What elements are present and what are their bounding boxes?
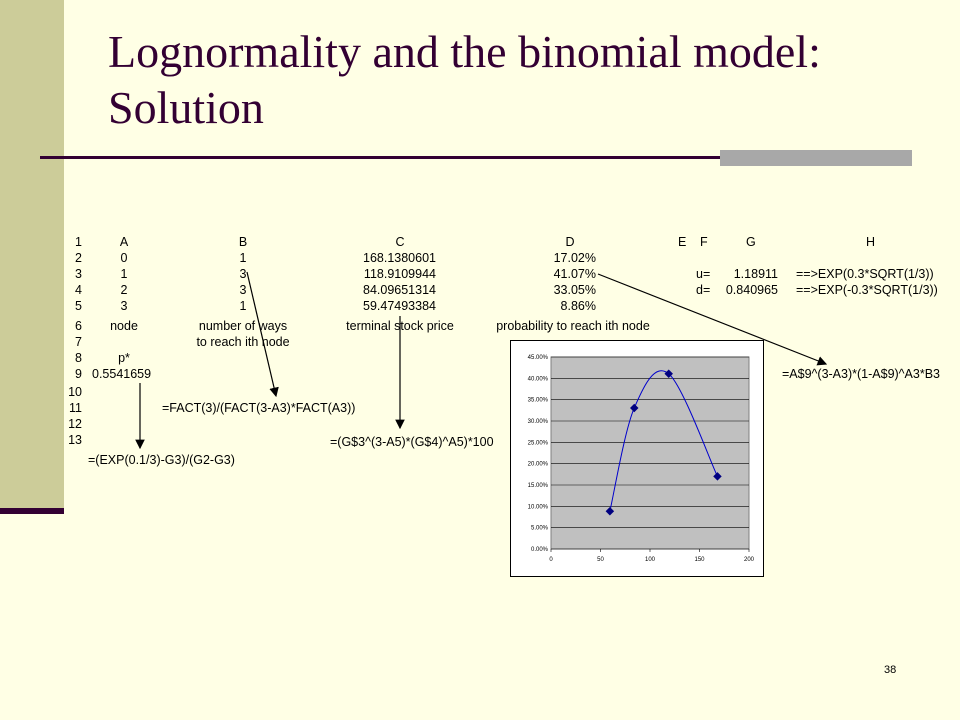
- col-C-cell: 168.1380601: [363, 251, 436, 265]
- col-A-cell: 3: [120, 299, 128, 313]
- x-tick-label: 150: [694, 557, 705, 563]
- col-C-cell: 84.09651314: [363, 283, 436, 297]
- row-number: 10: [68, 385, 82, 399]
- x-tick-label: 200: [743, 557, 755, 563]
- col-B-label: to reach ith node: [196, 335, 290, 349]
- row-number: 9: [75, 367, 82, 381]
- col-D-header: D: [565, 235, 575, 249]
- col-A-cell: 0: [120, 251, 128, 265]
- col-E-header: E: [678, 235, 687, 249]
- probability-chart: [510, 340, 764, 577]
- prob-formula: =A$9^(3-A3)*(1-A$9)^A3*B3: [782, 367, 940, 381]
- y-tick-label: 20.00%: [527, 461, 548, 468]
- col-D-cell: 17.02%: [553, 251, 596, 265]
- x-tick-label: 50: [597, 557, 604, 563]
- chart-svg: [511, 341, 763, 576]
- row-number: 1: [75, 235, 82, 249]
- d-value: 0.840965: [725, 283, 778, 297]
- col-F-header: F: [700, 235, 708, 249]
- y-tick-label: 45.00%: [527, 355, 548, 361]
- row-number: 12: [68, 417, 82, 431]
- col-A-header: A: [119, 235, 129, 249]
- row-number: 5: [75, 299, 82, 313]
- page-number: 38: [884, 664, 897, 676]
- col-B-cell: 1: [239, 299, 247, 313]
- x-tick-label: 0: [549, 557, 553, 563]
- y-tick-label: 30.00%: [527, 419, 548, 425]
- row-number: 13: [68, 433, 82, 447]
- col-C-label: terminal stock price: [346, 319, 454, 333]
- col-H-header: H: [866, 235, 876, 249]
- col-D-cell: 33.05%: [553, 283, 596, 297]
- col-C-cell: 118.9109944: [363, 267, 436, 281]
- u-formula: ==>EXP(0.3*SQRT(1/3)): [796, 267, 934, 281]
- y-tick-label: 15.00%: [527, 483, 548, 489]
- pstar-value: 0.5541659: [92, 367, 152, 381]
- row-number: 11: [69, 401, 82, 415]
- col-B-cell: 3: [239, 283, 247, 297]
- row-number: 6: [75, 319, 82, 333]
- d-formula: ==>EXP(-0.3*SQRT(1/3)): [796, 283, 938, 297]
- price-formula: =(G$3^(3-A5)*(G$4)^A5)*100: [330, 435, 494, 449]
- col-A-cell: 2: [120, 283, 128, 297]
- y-tick-label: 35.00%: [527, 397, 548, 404]
- col-G-header: G: [746, 235, 756, 249]
- col-B-label: number of ways: [198, 319, 288, 333]
- col-B-cell: 3: [239, 267, 247, 281]
- y-tick-label: 10.00%: [527, 504, 548, 511]
- row-number: 2: [75, 251, 82, 265]
- y-tick-label: 5.00%: [530, 525, 548, 532]
- y-tick-label: 0.00%: [530, 547, 548, 553]
- u-value: 1.18911: [733, 267, 778, 281]
- col-D-cell: 41.07%: [553, 267, 596, 281]
- d-label: d=: [696, 283, 711, 297]
- col-A-cell: 1: [120, 267, 128, 281]
- row-number: 7: [75, 335, 82, 349]
- col-A-label: node: [110, 319, 138, 333]
- col-D-cell: 8.86%: [560, 299, 596, 313]
- slide-title: Lognormality and the binomial model: Solution: [108, 26, 821, 133]
- arrow-ways: [247, 272, 276, 396]
- x-tick-label: 100: [644, 557, 656, 563]
- row-number: 4: [75, 283, 82, 297]
- y-tick-label: 25.00%: [527, 440, 548, 447]
- col-C-cell: 59.47493384: [363, 299, 436, 313]
- col-C-header: C: [395, 235, 405, 249]
- u-label: u=: [696, 267, 711, 281]
- ways-formula: =FACT(3)/(FACT(3-A3)*FACT(A3)): [162, 401, 356, 415]
- y-tick-label: 40.00%: [527, 376, 548, 383]
- col-B-cell: 1: [239, 251, 247, 265]
- col-D-label: probability to reach ith node: [496, 319, 650, 333]
- plot-area: [551, 357, 749, 549]
- col-B-header: B: [238, 235, 248, 249]
- row-number: 3: [75, 267, 82, 281]
- row-number: 8: [75, 351, 82, 365]
- pstar-label: p*: [118, 351, 130, 365]
- pstar-formula: =(EXP(0.1/3)-G3)/(G2-G3): [88, 453, 235, 467]
